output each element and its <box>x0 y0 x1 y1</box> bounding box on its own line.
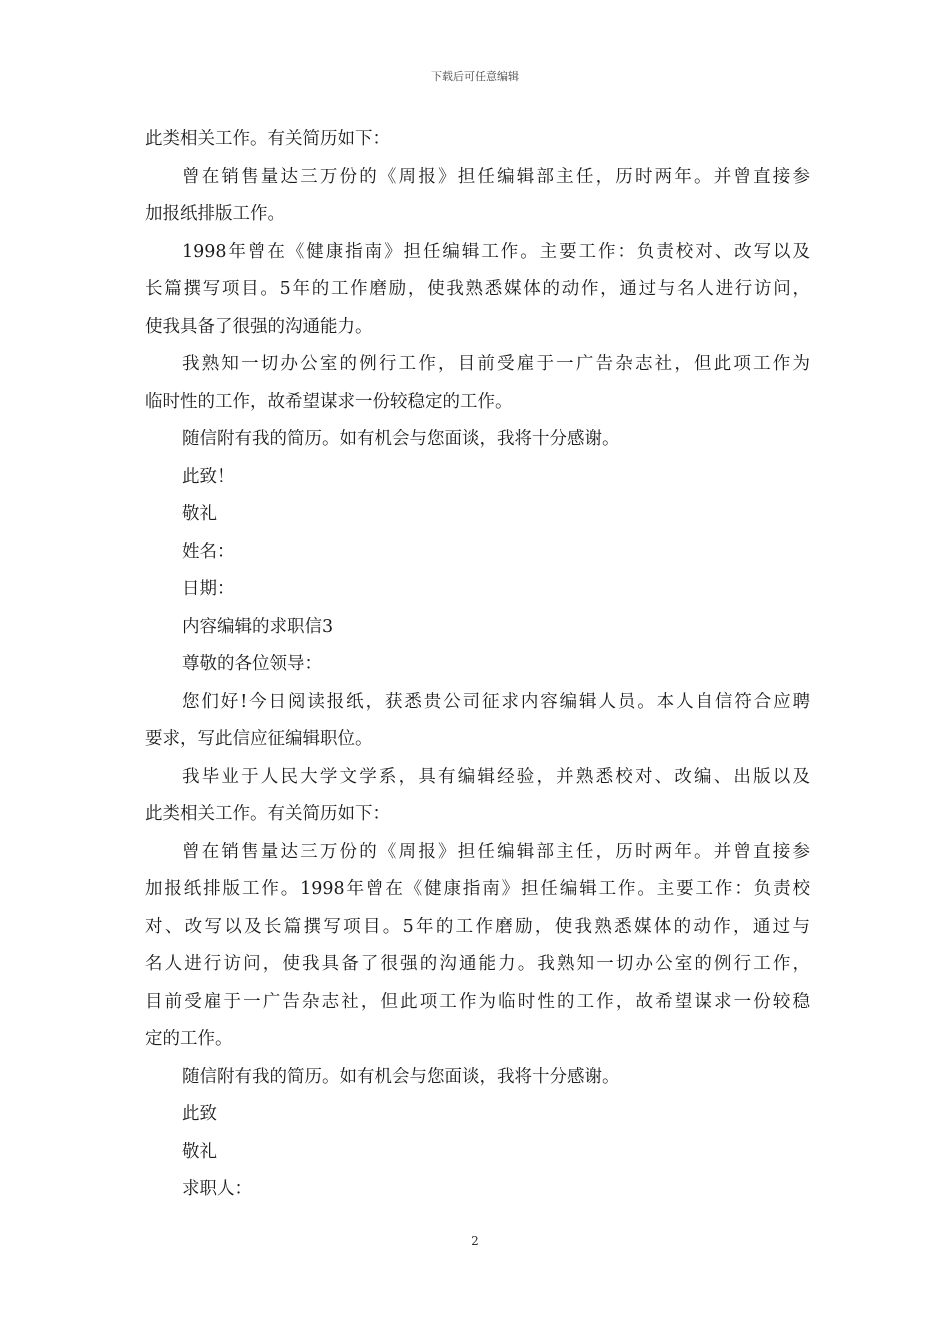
text-line: 随信附有我的简历。如有机会与您面谈，我将十分感谢。 <box>182 1066 620 1087</box>
page-header: 下载后可任意编辑 <box>431 70 519 83</box>
letter-body <box>145 121 810 1209</box>
text-line: 名人进行访问，使我具备了很强的沟通能力。我熟知一切办公室的例行工作， <box>145 954 810 974</box>
applicant-label: 求职人： <box>182 1179 252 1199</box>
text-line: 我毕业于人民大学文学系，具有编辑经验，并熟悉校对、改编、出版以及 <box>182 766 810 787</box>
text-line: 曾在销售量达三万份的《周报》担任编辑部主任，历时两年。并曾直接参 <box>182 841 810 862</box>
text-line: 曾在销售量达三万份的《周报》担任编辑部主任，历时两年。并曾直接参 <box>182 166 810 187</box>
text-line: 使我具备了很强的沟通能力。 <box>145 316 373 337</box>
date-label: 日期： <box>182 579 235 599</box>
section-title: 内容编辑的求职信3 <box>182 616 334 637</box>
salutation-line: 敬礼 <box>182 1141 217 1162</box>
page-number: 2 <box>471 1234 479 1248</box>
text-line: 定的工作。 <box>145 1029 233 1049</box>
text-line: 临时性的工作，故希望谋求一份较稳定的工作。 <box>145 391 513 412</box>
salutation-line: 敬礼 <box>182 504 217 524</box>
greeting-line: 尊敬的各位领导： <box>182 654 322 674</box>
text-line: 要求，写此信应征编辑职位。 <box>145 729 373 749</box>
text-line: 此类相关工作。有关简历如下： <box>145 804 390 824</box>
text-line: 1998年曾在《健康指南》担任编辑工作。主要工作：负责校对、改写以及 <box>182 241 810 262</box>
text-line: 加报纸排版工作。1998年曾在《健康指南》担任编辑工作。主要工作：负责校 <box>145 879 810 899</box>
text-line: 此类相关工作。有关简历如下： <box>145 129 390 149</box>
text-line: 随信附有我的简历。如有机会与您面谈，我将十分感谢。 <box>182 429 620 449</box>
text-line: 加报纸排版工作。 <box>145 204 285 224</box>
text-line: 对、改写以及长篇撰写项目。5年的工作磨励，使我熟悉媒体的动作，通过与 <box>145 916 810 937</box>
text-line: 长篇撰写项目。5年的工作磨励，使我熟悉媒体的动作，通过与名人进行访问， <box>145 279 810 299</box>
text-line: 目前受雇于一广告杂志社，但此项工作为临时性的工作，故希望谋求一份较稳 <box>145 991 810 1012</box>
closing-line: 此致 <box>182 1104 217 1124</box>
text-line: 您们好!今日阅读报纸，获悉贵公司征求内容编辑人员。本人自信符合应聘 <box>182 691 810 712</box>
text-line: 我熟知一切办公室的例行工作，目前受雇于一广告杂志社，但此项工作为 <box>182 354 810 374</box>
closing-line: 此致！ <box>182 466 235 487</box>
name-label: 姓名： <box>182 541 235 562</box>
